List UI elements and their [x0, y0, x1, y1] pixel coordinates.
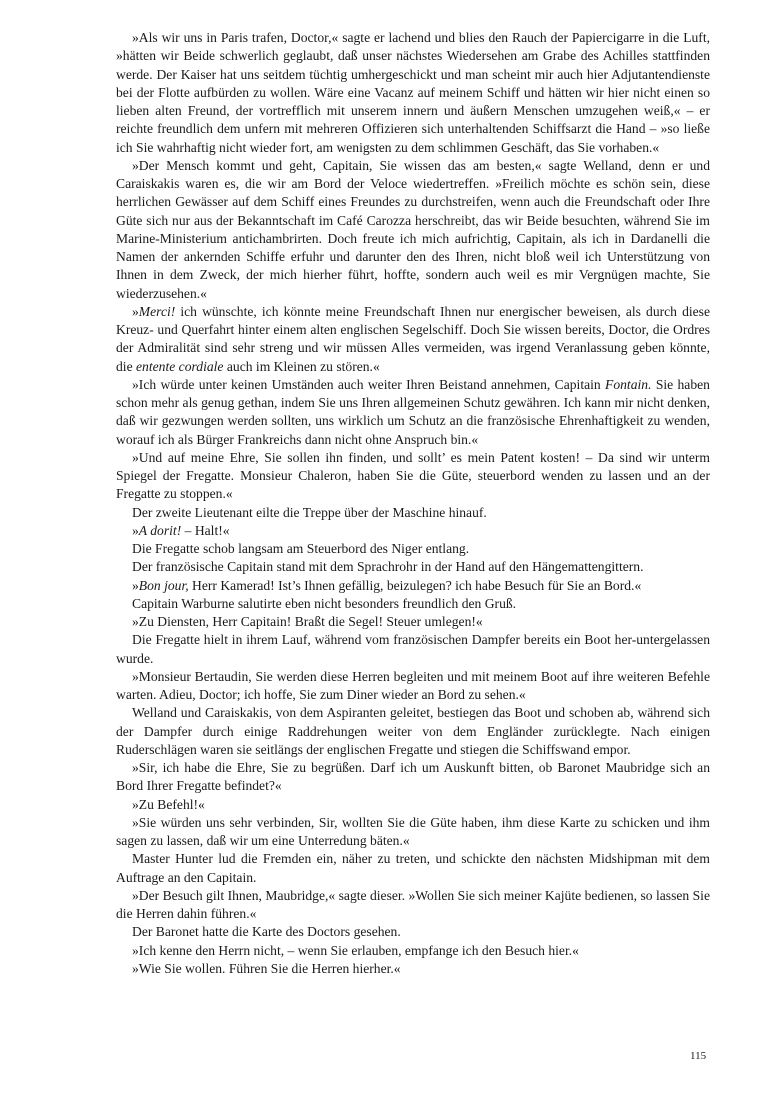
text-segment: »Der Besuch gilt Ihnen, Maubridge,« sagte dieser. »Wollen Sie sich meiner Kajüte bedienen, so lassen Sie die Herren dahin führen.« — [116, 887, 710, 921]
paragraph — [116, 759, 710, 796]
italic-text: Fontain. — [605, 376, 652, 392]
text-segment: Der zweite Lieutenant eilte die Treppe über der Maschine hinauf. — [132, 504, 487, 520]
paragraph — [116, 887, 710, 924]
paragraph — [116, 558, 710, 576]
italic-text: Bon jour, — [138, 577, 189, 593]
text-segment: ich wünschte, ich könnte meine Freundschaft Ihnen nur energischer beweisen, als durch diese Kreuz- und Querfahrt hinter einem alten englischen Segelschiff. Doch Sie wissen bereits, Doctor, die Ordres der Admiralität sind sehr streng und wir müssen Alles vermeiden, was irgend Veranlassung geben könnte, die — [116, 303, 710, 374]
text-segment: Master Hunter lud die Fremden ein, näher zu treten, und schickte den nächsten Midshipman mit dem Auftrage an den Capitain. — [116, 851, 710, 885]
paragraph — [116, 960, 710, 978]
paragraph — [116, 376, 710, 449]
paragraph — [116, 577, 710, 595]
text-segment: »Zu Befehl!« — [132, 796, 205, 812]
text-segment: Die Fregatte schob langsam am Steuerbord des Niger entlang. — [132, 541, 470, 556]
text-segment: » — [132, 522, 139, 538]
italic-text: entente cordiale — [136, 358, 224, 374]
text-segment: »Und auf meine Ehre, Sie sollen ihn finden, und sollt’ es mein Patent kosten! – Da sind wir unterm Spiegel der Fregatte. Monsieur Chaleron, haben Sie die Güte, steuerbord wenden zu lassen und an der Fregatte zu stoppen.« — [116, 449, 710, 502]
text-segment: »Zu Diensten, Herr Capitain! Braßt die Segel! Steuer umlegen!« — [132, 614, 483, 629]
paragraph — [116, 631, 710, 668]
paragraph — [116, 522, 710, 540]
page-number: 115 — [690, 1050, 707, 1062]
page-text — [116, 29, 710, 978]
text-segment: »Sie würden uns sehr verbinden, Sir, wollten Sie die Güte haben, ihm diese Karte zu schicken und ihm sagen zu lassen, daß wir um eine Unterredung bäten.« — [116, 814, 710, 848]
paragraph — [116, 704, 710, 759]
paragraph — [116, 923, 710, 941]
italic-text: A dorit! — [138, 522, 182, 538]
text-segment: »Ich kenne den Herrn nicht, – wenn Sie erlauben, empfange ich den Besuch hier.« — [132, 942, 579, 958]
text-segment: »Der Mensch kommt und geht, Capitain, Sie wissen das am besten,« sagte Welland, denn er und Caraiskakis waren es, die wir am Bord der Veloce wiedertreffen. »Freilich möchte es schön sein, diese herrlichen Gewässer auf dem Schiff eines Freundes zu durchstreifen, wenn auch die Freundschaft oder Ihre Güte sich nur aus der Bekanntschaft im Café Carozza herschreibt, das wir Beide besuchten, während Sie im Marine-Ministerium antichambrirten. Doch freute ich mich aufrichtig, Capitain, als ich in Dardanelli die Namen der ankernden Schiffe erfuhr und darunter den des Ihren, nicht bloß weil ich Unterstützung von Ihnen in dem Zweck, der mich hierher führt, hoffte, sondern auch weil es mir Vergnügen machte, Sie wiederzusehen.« — [116, 157, 710, 301]
paragraph — [116, 796, 710, 814]
paragraph — [116, 504, 710, 522]
paragraph — [116, 449, 710, 504]
paragraph — [116, 850, 710, 887]
paragraph — [116, 29, 710, 157]
paragraph — [116, 157, 710, 303]
paragraph — [116, 595, 710, 613]
paragraph — [116, 303, 710, 376]
paragraph — [116, 942, 710, 960]
text-segment: – Halt!« — [181, 522, 230, 538]
text-segment: Der Baronet hatte die Karte des Doctors gesehen. — [132, 924, 401, 940]
text-segment: Der französische Capitain stand mit dem Sprachrohr in der Hand auf den Hängemattengittern. — [132, 559, 644, 575]
text-segment: Capitain Warburne salutirte eben nicht besonders freundlich den Gruß. — [132, 595, 517, 611]
text-segment: » — [132, 577, 139, 593]
text-segment: »Ich würde unter keinen Umständen auch weiter Ihren Beistand annehmen, Capitain — [132, 376, 606, 392]
paragraph — [116, 814, 710, 851]
text-segment: Sie haben schon mehr als genug gethan, indem Sie uns Ihren allgemeinen Schutz gewähren. Ich kann mir nicht denken, daß wir gezwungen werden sollten, uns wirklich um Schutz an die französische Ehrenhaftigkeit zu wenden, worauf ich als Bürger Frankreichs dann nicht ohne Anspruch bin.« — [116, 376, 710, 447]
text-segment: »Wie Sie wollen. Führen Sie die Herren hierher.« — [132, 960, 401, 976]
text-segment: Die Fregatte hielt in ihrem Lauf, während vom französischen Dampfer bereits ein Boot her-untergelassen wurde. — [116, 632, 710, 666]
text-segment: Welland und Caraiskakis, von dem Aspiranten geleitet, bestiegen das Boot und schoben ab, während sich der Dampfer durch einige Raddrehungen weiter von dem Engländer zurücklegte. Nach einigen Ruderschlägen waren sie seitlängs der englischen Fregatte und stiegen die Schiffswand empor. — [116, 705, 710, 757]
text-segment: Herr Kamerad! Ist’s Ihnen gefällig, beizulegen? ich habe Besuch für Sie an Bord.« — [188, 577, 642, 593]
text-segment: auch im Kleinen zu stören.« — [223, 358, 380, 374]
paragraph — [116, 668, 710, 705]
paragraph — [116, 613, 710, 631]
text-segment: »Monsieur Bertaudin, Sie werden diese Herren begleiten und mit meinem Boot auf ihre weiteren Befehle warten. Adieu, Doctor; ich hoffe, Sie zum Diner wieder an Bord zu sehen.« — [116, 668, 710, 702]
text-segment: »Als wir uns in Paris trafen, Doctor,« sagte er lachend und blies den Rauch der Papiercigarre in die Luft, »hätten wir Beide schwerlich geglaubt, daß unser nächstes Wiedersehen am Grabe des Achilles stattfinden werde. Der Kaiser hat uns seitdem tüchtig umhergeschickt und man scheint mir auch hier Adjutantendienste bei der Flotte aufbürden zu wollen. Wäre eine Vacanz auf meinem Schiff und hätten wir hier nicht einen so lieben alten Freund, der vortrefflich mit unserem innern und äußern Menschen umzugehen weiß,« – er reichte freundlich dem unfern mit mehreren Offizieren sich unterhaltenden Schiffsarzt die Hand – »so ließe ich Sie wahrhaftig nicht wieder fort, am wenigsten zu dem schlimmen Geschäft, das Sie vorhaben.« — [116, 30, 710, 155]
text-segment: » — [132, 303, 139, 319]
paragraph — [116, 540, 710, 558]
italic-text: Merci! — [138, 303, 176, 319]
text-segment: »Sir, ich habe die Ehre, Sie zu begrüßen. Darf ich um Auskunft bitten, ob Baronet Maubridge sich an Bord Ihrer Fregatte befindet?« — [116, 760, 710, 794]
